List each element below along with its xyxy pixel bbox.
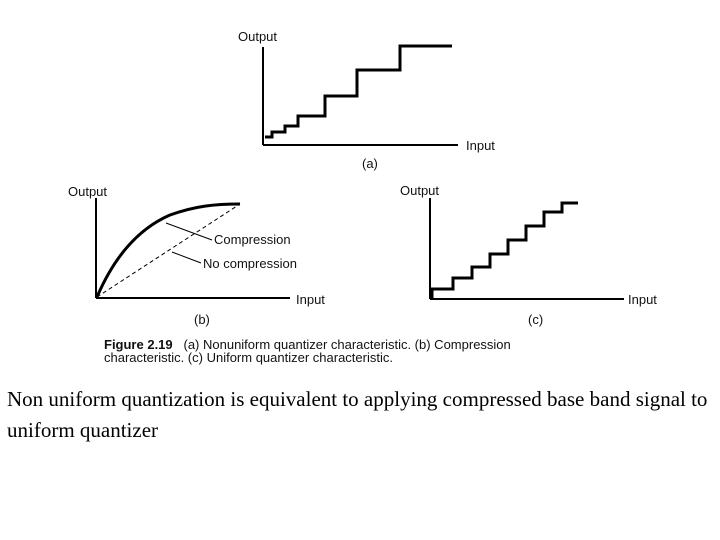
panel-c-xlabel: Input (628, 292, 657, 307)
panel-c-caption: (c) (528, 312, 544, 327)
panel-b-ylabel: Output (68, 184, 108, 199)
panel-c-staircase (432, 203, 578, 299)
panel-c-axes (430, 198, 624, 299)
no-compression-leader (172, 252, 201, 263)
figure-caption-line2: characteristic. (c) Uniform quantizer characteristic. (104, 350, 393, 365)
panel-c-ylabel: Output (400, 183, 440, 198)
panel-b-xlabel: Input (296, 292, 325, 307)
panel-a-axes (263, 47, 458, 145)
panel-a-staircase (265, 46, 452, 137)
body-text: Non uniform quantization is equivalent to applying compressed base band signal to uniform quantizer (7, 387, 708, 442)
no-compression-label: No compression (203, 256, 297, 271)
panel-a-caption: (a) (362, 156, 378, 171)
panel-b-caption: (b) (194, 312, 210, 327)
panel-a-xlabel: Input (466, 138, 495, 153)
figure-number: Figure 2.19 (104, 337, 173, 352)
compression-label: Compression (214, 232, 291, 247)
compression-leader (166, 223, 212, 240)
panel-a-ylabel: Output (238, 29, 278, 44)
figure-caption-text1: (a) Nonuniform quantizer characteristic. (b) Compression (183, 337, 511, 352)
no-compression-line (97, 204, 240, 297)
